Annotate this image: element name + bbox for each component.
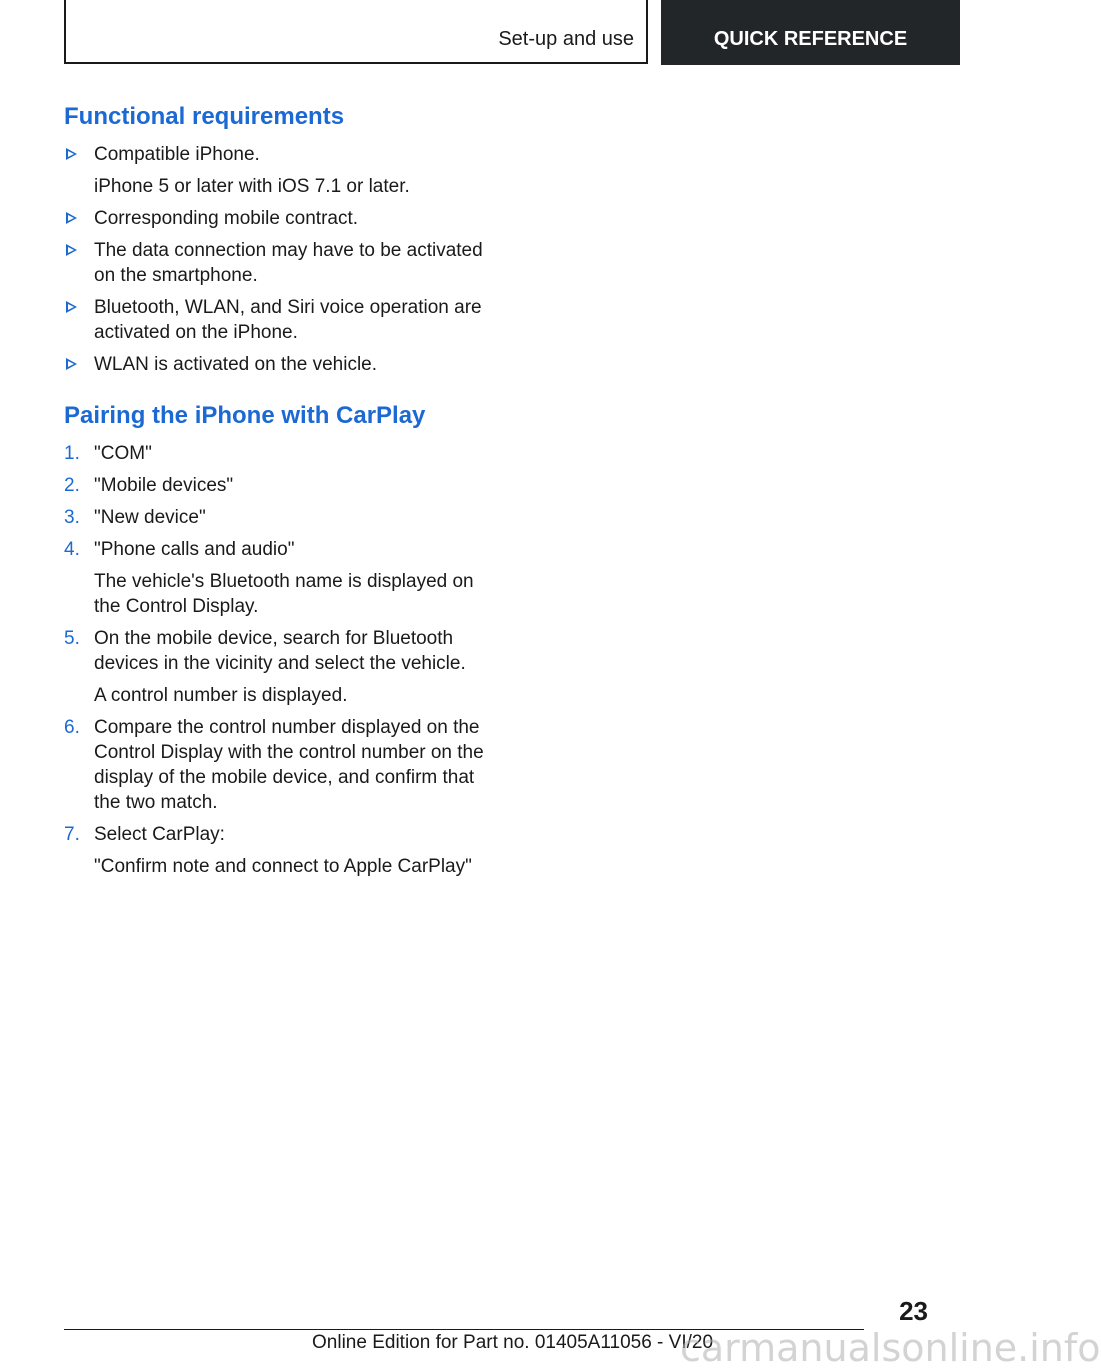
step-number: 1.	[64, 443, 80, 464]
pairing-step	[64, 473, 484, 498]
pairing-step	[64, 537, 484, 619]
requirement-item	[64, 206, 484, 231]
step-text: "New device"	[94, 507, 206, 528]
step-number: 3.	[64, 507, 80, 528]
step-number: 2.	[64, 475, 80, 496]
triangle-bullet-icon	[66, 244, 77, 256]
triangle-bullet-icon	[66, 212, 77, 224]
functional-requirements-heading: Functional requirements	[64, 103, 345, 130]
requirement-text: Bluetooth, WLAN, and Siri voice operation are activated on the iPhone.	[94, 297, 482, 343]
requirement-text: WLAN is activated on the vehicle.	[94, 354, 378, 375]
triangle-bullet-icon	[66, 148, 77, 160]
step-number: 7.	[64, 824, 80, 845]
header-tab-quick-reference	[661, 0, 960, 65]
step-text: On the mobile device, search for Bluetooth devices in the vicinity and select the vehicle.	[94, 628, 466, 674]
step-text: The vehicle's Bluetooth name is displayed on the Control Display.	[94, 571, 474, 617]
requirement-text: The data connection may have to be activated on the smartphone.	[94, 240, 483, 286]
pairing-step	[64, 715, 484, 815]
triangle-bullet-icon	[66, 358, 77, 370]
triangle-bullet-icon	[66, 301, 77, 313]
pairing-steps-list	[64, 441, 484, 879]
watermark-logo: carmanualsonline.info	[680, 1326, 1101, 1370]
requirement-text: iPhone 5 or later with iOS 7.1 or later.	[94, 176, 410, 197]
pairing-step	[64, 626, 484, 708]
step-number: 4.	[64, 539, 80, 560]
footer-edition: Online Edition for Part no. 01405A11056 - VI/20	[312, 1332, 714, 1353]
step-text: "Mobile devices"	[94, 475, 234, 496]
step-text: "Confirm note and connect to Apple CarPlay"	[94, 856, 472, 877]
main-content	[64, 100, 484, 886]
requirement-text: Compatible iPhone.	[94, 144, 260, 165]
requirement-item	[64, 238, 484, 288]
pairing-step	[64, 441, 484, 466]
header-section-title: Set-up and use	[498, 28, 634, 50]
requirement-text: Corresponding mobile contract.	[94, 208, 359, 229]
step-text: A control number is displayed.	[94, 685, 348, 706]
step-text: "COM"	[94, 443, 152, 464]
pairing-step	[64, 505, 484, 530]
step-text: "Phone calls and audio"	[94, 539, 295, 560]
requirement-item	[64, 295, 484, 345]
requirement-item	[64, 142, 484, 199]
header-frame	[64, 0, 648, 64]
step-text: Compare the control number displayed on the Control Display with the control number on the display of the mobile device, and confirm that the two match.	[94, 717, 484, 813]
requirements-list	[64, 142, 484, 377]
header-tab-label: QUICK REFERENCE	[713, 28, 908, 50]
pairing-heading: Pairing the iPhone with CarPlay	[64, 402, 426, 429]
step-text: Select CarPlay:	[94, 824, 225, 845]
page-number: 23	[899, 1296, 928, 1326]
step-number: 6.	[64, 717, 80, 738]
pairing-step	[64, 822, 484, 879]
requirement-item	[64, 352, 484, 377]
step-number: 5.	[64, 628, 80, 649]
